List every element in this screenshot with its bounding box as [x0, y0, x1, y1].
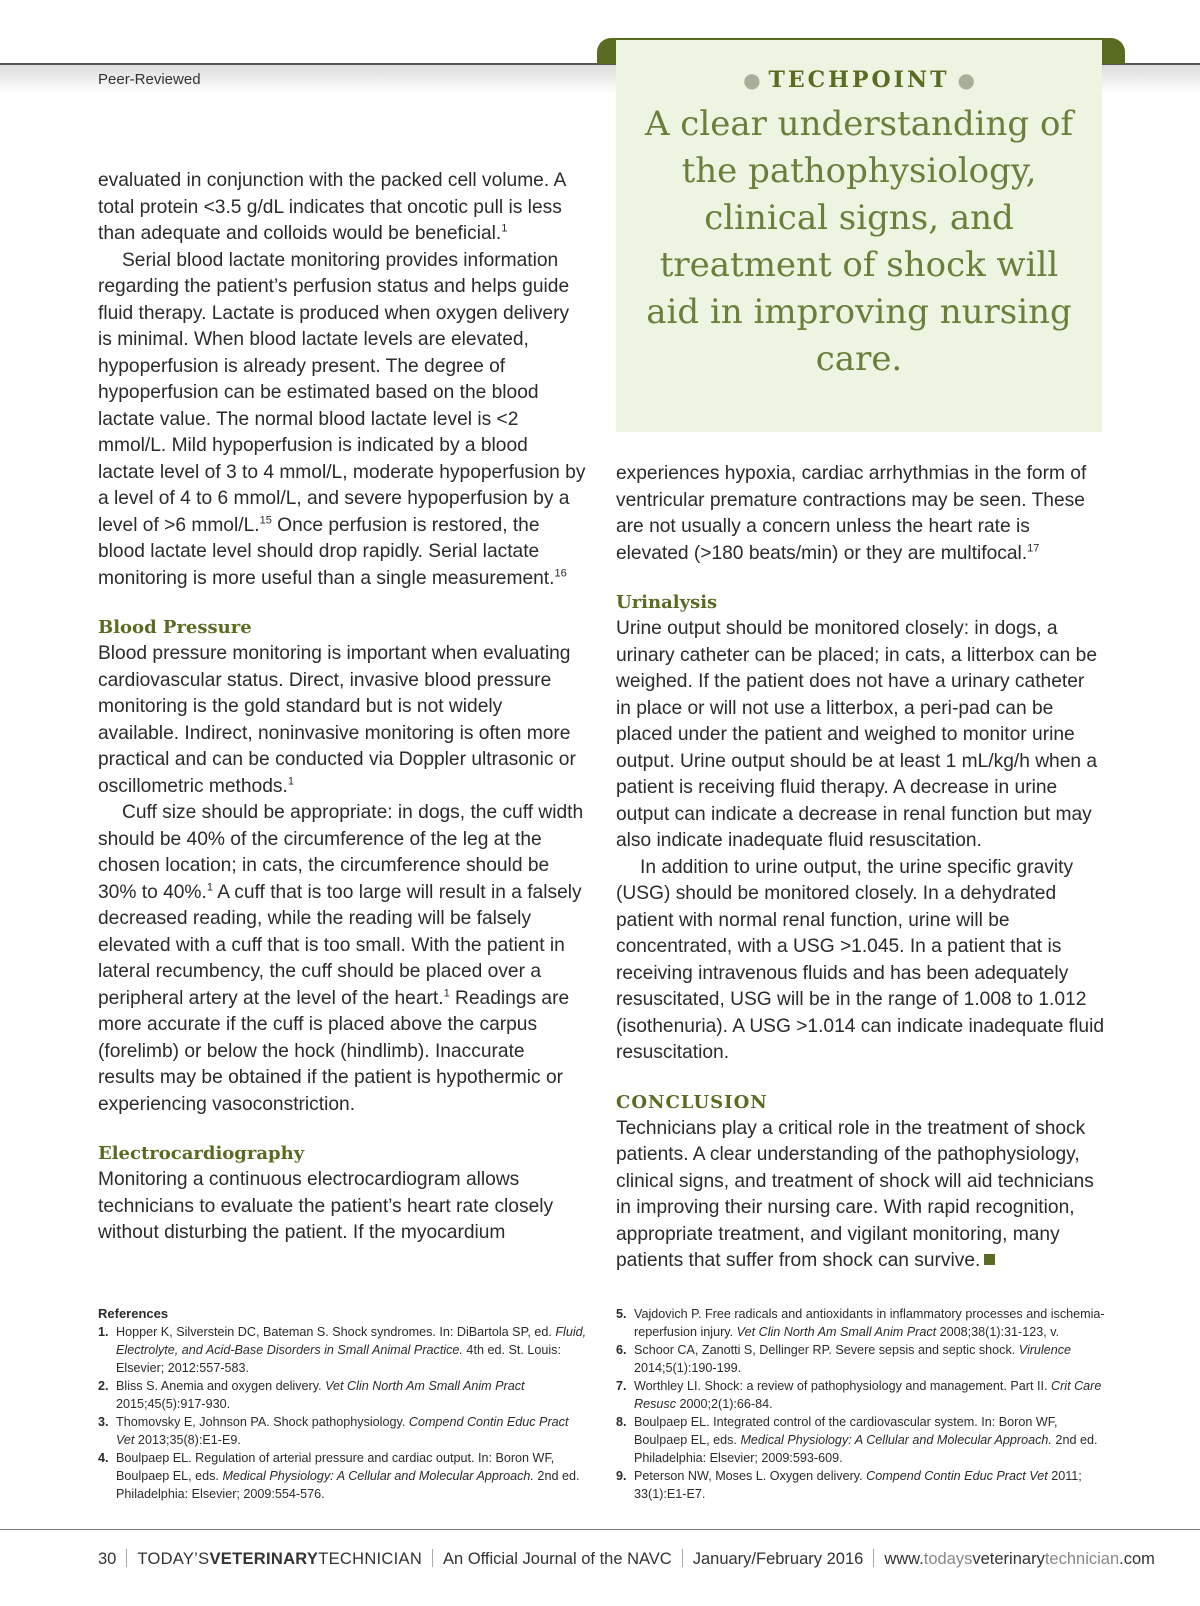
citation: 1	[443, 987, 450, 1000]
end-mark-icon	[984, 1254, 995, 1265]
footer-divider	[126, 1549, 127, 1567]
paragraph: evaluated in conjunction with the packed cell volume. A total protein <3.5 g/dL indicates that oncotic pull is less than adequate and colloids would be beneficial.$^1$	[98, 170, 566, 244]
citation: 16	[554, 567, 567, 580]
website-url: www.todaysveterinarytechnician.com	[884, 1550, 1155, 1568]
references-right	[616, 1305, 1106, 1503]
paragraph: Blood pressure monitoring is important when evaluating cardiovascular status. Direct, invasive blood pressure monitoring is the gold standard but is not widely available. Indirect, noninvasive monitoring is often more practical and can be conducted via Doppler ultrasonic or oscillometric methods.$^1$	[98, 643, 576, 797]
paragraph: Technicians play a critical role in the treatment of shock patients. A clear understanding of the pathophysiology, clinical signs, and treatment of shock will aid technicians in improving their nursing care. With rapid recognition, appropriate treatment, and vigilant monitoring, many patients that suffer from shock can survive.	[616, 1117, 1094, 1271]
paragraph: Cuff size should be appropriate: in dogs, the cuff width should be 40% of the circumference of the leg at the chosen location; in cats, the circumference should be 30% to 40%.$^1$ A cuff that is too large will result in a falsely decreased reading, while the reading will be falsely elevated with a cuff that is too small. With the patient in lateral recumbency, the cuff should be placed over a peripheral artery at the level of the heart.$^1$ Readings are more accurate if the cuff is placed above the carpus (forelimb) or below the hock (hindlimb). Inaccurate results may be obtained if the patient is hypothermic or experiencing vasoconstriction.	[98, 802, 584, 1115]
citation: 15	[259, 514, 272, 527]
reference-item: 3. Thomovsky E, Johnson PA. Shock pathophysiology. Compend Contin Educ Pract Vet 2013;35(8):E1-E9.	[98, 1415, 569, 1447]
reference-item: 8. Boulpaep EL. Integrated control of the cardiovascular system. In: Boron WF, Boulpaep EL, eds. Medical Physiology: A Cellular and Molecular Approach. 2nd ed. Philadelphia: Elsevier; 2009:593-609.	[616, 1415, 1098, 1465]
heading-urinalysis: Urinalysis	[616, 592, 718, 613]
reference-item: 1. Hopper K, Silverstein DC, Bateman S. Shock syndromes. In: DiBartola SP, ed. Fluid, Electrolyte, and Acid-Base Disorders in Small Animal Practice. 4th ed. St. Louis: Elsevier; 2012:557-583.	[98, 1325, 587, 1375]
right-column	[616, 461, 1104, 1275]
reference-item: 6. Schoor CA, Zanotti S, Dellinger RP. Severe sepsis and septic shock. Virulence 2014;5(1):190-199.	[616, 1343, 1072, 1375]
bullet-icon: ●	[957, 68, 975, 92]
citation: 1	[206, 881, 213, 894]
footer-divider	[682, 1549, 683, 1567]
bullet-icon: ●	[743, 68, 761, 92]
page-number: 30	[98, 1550, 117, 1568]
citation: 1	[287, 775, 294, 788]
footer-rule	[0, 1529, 1200, 1530]
paragraph: experiences hypoxia, cardiac arrhythmias in the form of ventricular premature contractions may be seen. These are not usually a concern unless the heart rate is elevated (>180 beats/min) or they are multifocal.$^{17}$	[616, 463, 1087, 564]
footer-divider	[873, 1549, 874, 1567]
journal-brand: TODAY’SVETERINARYTECHNICIAN	[137, 1550, 423, 1568]
footer	[98, 1549, 1158, 1569]
issue-date: January/February 2016	[692, 1550, 864, 1568]
reference-item: 9. Peterson NW, Moses L. Oxygen delivery. Compend Contin Educ Pract Vet 2011; 33(1):E1-E7.	[616, 1469, 1082, 1501]
references-title: References	[98, 1306, 169, 1321]
reference-item: 2. Bliss S. Anemia and oxygen delivery. Vet Clin North Am Small Anim Pract 2015;45(5):917-930.	[98, 1379, 525, 1411]
techpoint-label-text: TECHPOINT	[768, 67, 950, 93]
reference-item: 7. Worthley LI. Shock: a review of pathophysiology and management. Part II. Crit Care Resusc 2000;2(1):66-84.	[616, 1379, 1102, 1411]
reference-item: 5. Vajdovich P. Free radicals and antioxidants in inflammatory processes and ischemia-reperfusion injury. Vet Clin North Am Small Anim Pract 2008;38(1):31-123, v.	[616, 1307, 1105, 1339]
techpoint-quote: A clear understanding of the pathophysiology, clinical signs, and treatment of shock will aid in improving nursing care.	[644, 104, 1074, 379]
left-column	[98, 168, 586, 1247]
paragraph: Monitoring a continuous electrocardiogram allows technicians to evaluate the patient’s heart rate closely without disturbing the patient. If the myocardium	[98, 1169, 554, 1243]
paragraph: Urine output should be monitored closely: in dogs, a urinary catheter can be placed; in cats, a litterbox can be weighed. If the patient does not have a urinary catheter in place or will not use a litterbox, a peri-pad can be placed under the patient and weighed to monitor urine output. Urine output should be at least 1 mL/kg/h when a patient is receiving fluid therapy. A decrease in urine output can indicate a decrease in renal function but may also indicate inadequate fluid resuscitation.	[616, 618, 1098, 851]
heading-blood-pressure: Blood Pressure	[98, 617, 252, 638]
footer-divider	[432, 1549, 433, 1567]
heading-conclusion: CONCLUSION	[616, 1091, 768, 1113]
citation: 1	[501, 222, 508, 235]
techpoint-label	[616, 67, 1102, 93]
paragraph: In addition to urine output, the urine specific gravity (USG) should be monitored closely. In a dehydrated patient with normal renal function, urine will be concentrated, with a USG >1.045. In a patient that is receiving intravenous fluids and has been adequately resuscitated, USG will be in the range of 1.008 to 1.012 (isothenuria). A USG >1.014 can indicate inadequate fluid resuscitation.	[616, 856, 1105, 1063]
citation: 17	[1027, 542, 1040, 555]
paragraph: Serial blood lactate monitoring provides information regarding the patient’s perfusion status and helps guide fluid therapy. Lactate is produced when oxygen delivery is minimal. When blood lactate levels are elevated, hypoperfusion is already present. The degree of hypoperfusion can be estimated based on the blood lactate value. The normal blood lactate level is <2 mmol/L. Mild hypoperfusion is indicated by a blood lactate level of 3 to 4 mmol/L, moderate hypoperfusion by a level of 4 to 6 mmol/L, and severe hypoperfusion by a level of >6 mmol/L.$^{15}$ Once perfusion is restored, the blood lactate level should drop rapidly. Serial lactate monitoring is more useful than a single measurement.$^{16}$	[98, 249, 586, 589]
techpoint-box	[616, 40, 1102, 432]
journal-tagline: An Official Journal of the NAVC	[443, 1550, 672, 1568]
references-left	[98, 1305, 588, 1503]
heading-electrocardiography: Electrocardiography	[98, 1143, 305, 1164]
reference-item: 4. Boulpaep EL. Regulation of arterial pressure and cardiac output. In: Boron WF, Boulpaep EL, eds. Medical Physiology: A Cellular and Molecular Approach. 2nd ed. Philadelphia: Elsevier; 2009:554-576.	[98, 1451, 580, 1501]
section-label: Peer-Reviewed	[98, 71, 201, 88]
